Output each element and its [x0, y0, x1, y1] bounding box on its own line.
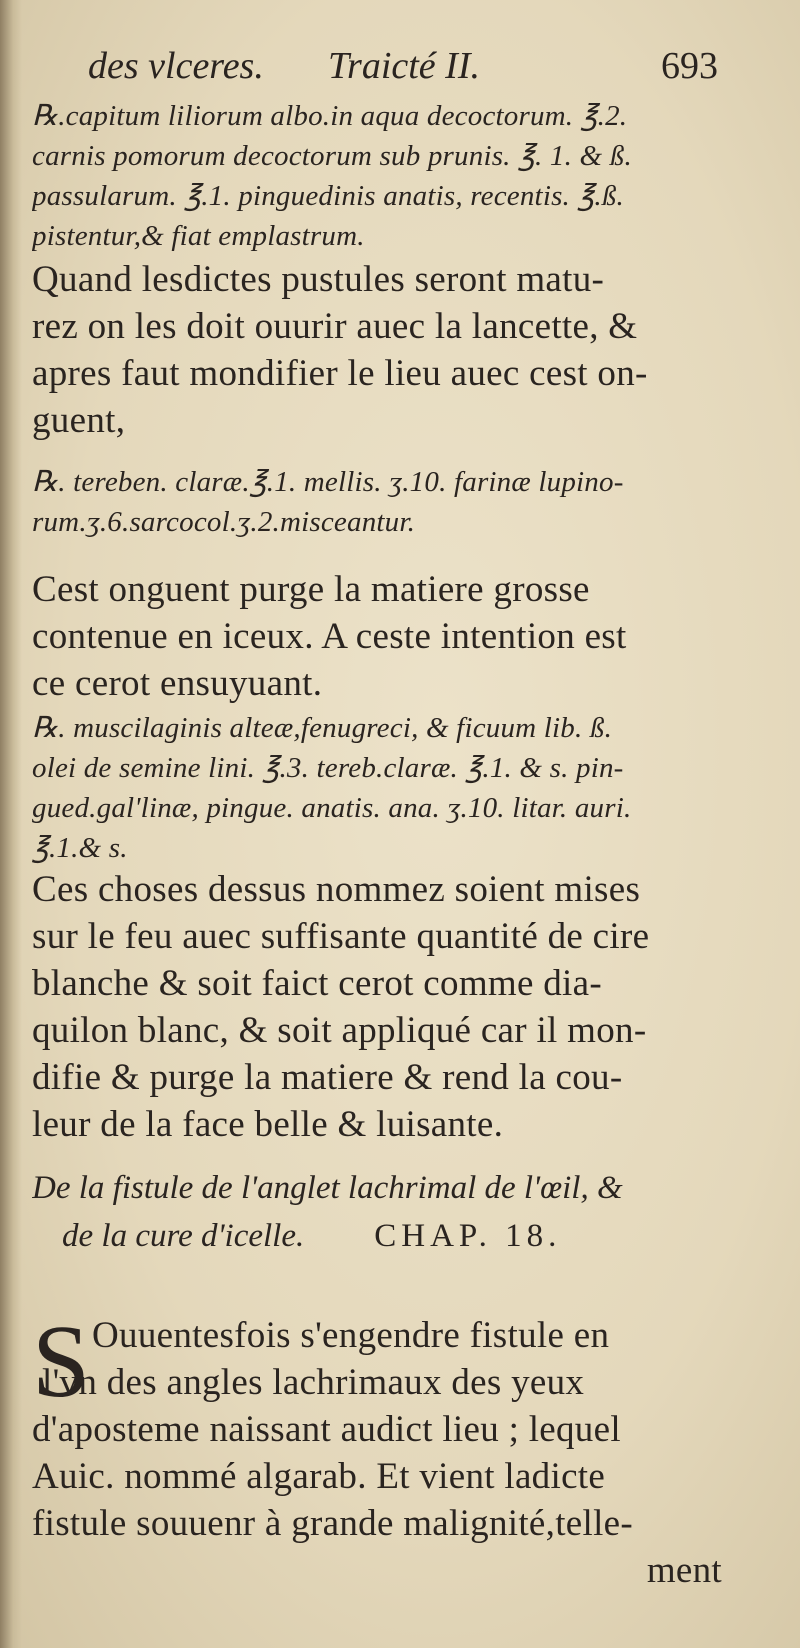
- page-gutter-shadow: [0, 0, 22, 1648]
- text-line: Ouuentesfois s'engendre fistule en: [92, 1315, 610, 1356]
- text-line: l'vn des angles lachrimaux des yeux: [42, 1362, 585, 1403]
- drop-cap-letter: S: [32, 1304, 90, 1419]
- chapter-title-line: De la fistule de l'anglet lachrimal de l'œil, &: [32, 1170, 623, 1206]
- text-line: fistule souuenr à grande malignité,telle-: [32, 1503, 634, 1544]
- chapter-heading: [32, 1164, 722, 1260]
- recipe-line: ℞. muscilaginis alteæ,fenugreci, & ficuum lib. ß.: [32, 712, 613, 744]
- text-line: leur de la face belle & luisante.: [32, 1104, 504, 1145]
- recipe-line: ℥.1.& s.: [32, 832, 128, 864]
- text-line: blanche & soit faict cerot comme dia-: [32, 963, 602, 1004]
- text-line: contenue en iceux. A ceste intention est: [32, 616, 627, 657]
- text-line: rez on les doit ouurir auec la lancette, &: [32, 306, 638, 347]
- paragraph-cerot: [32, 866, 722, 1148]
- recipe-emplastrum: [32, 96, 722, 256]
- text-line: difie & purge la matiere & rend la cou-: [32, 1057, 623, 1098]
- text-line: apres faut mondifier le lieu auec cest on-: [32, 353, 648, 394]
- recipe-line: carnis pomorum decoctorum sub prunis. ℥. 1. & ß.: [32, 140, 632, 172]
- paragraph-fistule: [32, 1304, 722, 1594]
- treatise-title: Traicté II.: [328, 45, 480, 87]
- recipe-line: ℞.capitum liliorum albo.in aqua decoctorum. ℥.2.: [32, 100, 628, 132]
- paragraph-onguent: [32, 566, 722, 707]
- chapter-title-line: [32, 1212, 722, 1260]
- recipe-line: passularum. ℥.1. pinguedinis anatis, recentis. ℥.ß.: [32, 180, 625, 212]
- text-line: Auic. nommé algarab. Et vient ladicte: [32, 1456, 606, 1497]
- catchword: ment: [646, 1550, 722, 1591]
- chapter-number: CHAP. 18.: [374, 1218, 562, 1254]
- recipe-line: rum.ʒ.6.sarcocol.ʒ.2.misceantur.: [32, 506, 416, 538]
- chapter-title-subline: de la cure d'icelle.: [62, 1218, 305, 1254]
- recipe-line: pistentur,& fiat emplastrum.: [32, 220, 365, 252]
- text-line: Quand lesdictes pustules seront matu-: [32, 259, 605, 300]
- recipe-onguent: [32, 462, 722, 542]
- text-line: Ces choses dessus nommez soient mises: [32, 869, 641, 910]
- recipe-cerot: [32, 708, 722, 868]
- running-header: [88, 44, 718, 100]
- paragraph-lancette: [32, 256, 722, 444]
- text-line: quilon blanc, & soit appliqué car il mon-: [32, 1010, 647, 1051]
- page-number: 693: [661, 45, 718, 87]
- recipe-line: gued.gal'linæ, pingue. anatis. ana. ʒ.10. litar. auri.: [32, 792, 632, 824]
- recipe-line: ℞. tereben. claræ.℥.1. mellis. ʒ.10. farinæ lupino-: [32, 466, 624, 498]
- text-line: Cest onguent purge la matiere grosse: [32, 569, 590, 610]
- text-line: ce cerot ensuyuant.: [32, 663, 323, 704]
- text-line: sur le feu auec suffisante quantité de cire: [32, 916, 650, 957]
- running-title: des vlceres.: [88, 45, 264, 87]
- text-line: guent,: [32, 400, 126, 441]
- text-line: d'aposteme naissant audict lieu ; lequel: [32, 1409, 621, 1450]
- recipe-line: olei de semine lini. ℥.3. tereb.claræ. ℥.1. & s. pin-: [32, 752, 624, 784]
